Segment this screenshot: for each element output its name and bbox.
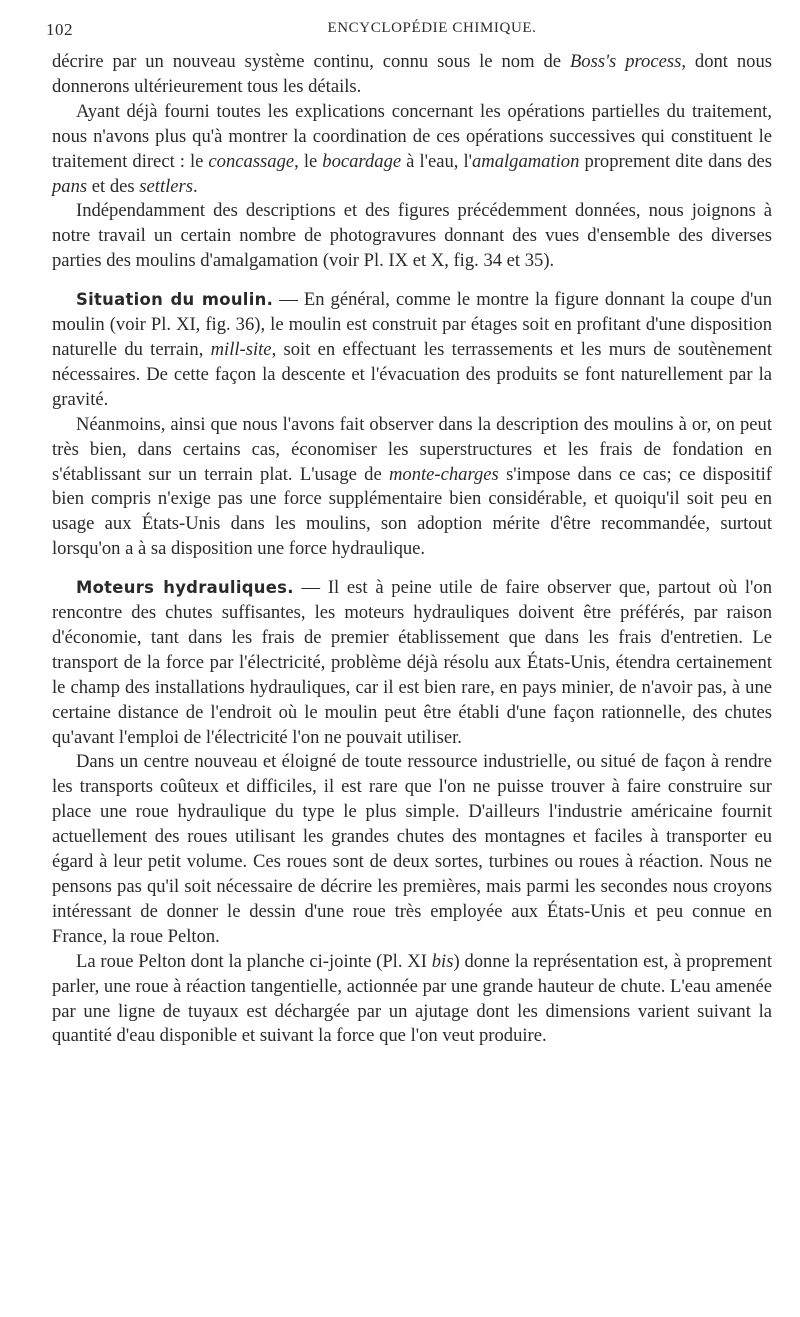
text-run: La roue Pelton dont la planche ci-jointe (Pl. XI: [76, 950, 432, 972]
text-run: s'impose dans ce cas; ce dispositif bien compris n'exige pas une force supplémentaire bien considérable, et quoiqu'il soit peu en usage aux États-Unis dans les moulins, son adoption mérite d'être recommandée, surtout lorsqu'on a à sa disposition une force hydraulique.: [52, 463, 772, 560]
italic-term: mill-site: [210, 338, 272, 360]
italic-term: pans: [52, 175, 88, 197]
text-run: .: [193, 175, 198, 197]
italic-term: bocardage: [322, 150, 402, 172]
section-situation-du-moulin: [52, 288, 772, 413]
text-run: Dans un centre nouveau et éloigné de toute ressource industrielle, ou situé de façon à rendre les transports coûteux et difficiles, il est rare que l'on ne puisse trouver à faire construire sur place une roue hydraulique du type le plus simple. D'ailleurs l'industrie américaine fournit actuellement des roues utilisant les grandes chutes des montagnes et faciles à transporter eu égard à leur petit volume. Ces roues sont de deux sortes, turbines ou roues à réaction. Nous ne pensons pas qu'il soit nécessaire de décrire les premières, mais parmi les secondes nous croyons intéressant de donner le dessin d'une roue très employée aux États-Unis et peu connue en France, la roue Pelton.: [52, 751, 772, 947]
text-run: , dont nous donnerons ultérieurement tous les détails.: [52, 51, 773, 97]
text-run: , le: [294, 150, 323, 172]
text-run: Indépendamment des descriptions et des figures précédemment données, nous joignons à notre travail un certain nombre de photogravures donnant des vues d'ensemble des diverses parties des moulins d'amalgamation (voir Pl. IX et X, fig. 34 et 35).: [52, 200, 772, 272]
italic-term: bis: [431, 950, 454, 972]
text-run: à l'eau, l': [401, 150, 472, 172]
italic-term: amalgamation: [471, 150, 580, 172]
italic-term: settlers: [139, 175, 194, 197]
paragraph-roue-pelton: [52, 950, 772, 1050]
section-heading: Moteurs hydrauliques.: [76, 578, 294, 598]
italic-term: concassage: [208, 150, 295, 172]
text-run: ) donne la représentation est, à proprement parler, une roue à réaction tangentielle, actionnée par une grande hauteur de chute. L'eau amenée par une ligne de tuyaux est déchargée par un ajutage dont les dimensions varient suivant la quantité d'eau disponible et suivant la force que l'on veut produire.: [52, 950, 772, 1047]
italic-term: monte-charges: [388, 463, 499, 485]
section-heading: Situation du moulin.: [76, 290, 274, 310]
text-run: Néanmoins, ainsi que nous l'avons fait observer dans la description des moulins à or, on peut très bien, dans certains cas, économiser les superstructures et les frais de fondation en s'établissant sur un terrain plat. L'usage de: [52, 413, 772, 485]
text-run: — Il est à peine utile de faire observer que, partout où l'on rencontre des chutes suffisantes, les moteurs hydrauliques doivent être préférés, par raison d'économie, tant dans les frais de premier établissement que dans les frais d'entretien. Le transport de la force par l'électricité, problème déjà résolu aux États-Unis, étendra certainement le champ des installations hydrauliques, car il est bien rare, en pays minier, de n'avoir pas, à une certaine distance de l'endroit où le moulin peut être établi d'une façon rationnelle, des chutes qu'avant l'emploi de l'électricité l'on ne pouvait utiliser.: [52, 577, 772, 748]
page-number: 102: [46, 20, 73, 39]
running-title: ENCYCLOPÉDIE CHIMIQUE.: [327, 20, 537, 36]
paragraph-roues-hydrauliques: [52, 750, 772, 949]
paragraph-traitement-direct: [52, 100, 772, 200]
paragraph-boss-process: [52, 50, 772, 100]
paragraph-monte-charges: [52, 413, 772, 562]
text-run: proprement dite dans des: [579, 150, 772, 172]
section-moteurs-hydrauliques: [52, 576, 772, 750]
text-run: — En général, comme le montre la figure donnant la coupe d'un moulin (voir Pl. XI, fig. 36), le moulin est construit par étages soit en profitant d'une disposition naturelle du terrain,: [52, 289, 772, 360]
text-run: Ayant déjà fourni toutes les explications concernant les opérations partielles du traitement, nous n'avons plus qu'à montrer la coordination de ces opérations successives qui constituent le traitement direct : le: [52, 100, 772, 172]
text-run: , soit en effectuant les terrassements et les murs de soutènement nécessaires. De cette façon la descente et l'évacuation des produits se font naturellement par la gravité.: [52, 338, 772, 410]
paragraph-photogravures: [52, 199, 772, 274]
running-head: [46, 16, 772, 44]
italic-term: Boss's process: [569, 51, 682, 72]
text-run: décrire par un nouveau système continu, connu sous le nom de: [52, 51, 570, 72]
text-run: et des: [87, 175, 140, 197]
body-text: [52, 50, 772, 1049]
